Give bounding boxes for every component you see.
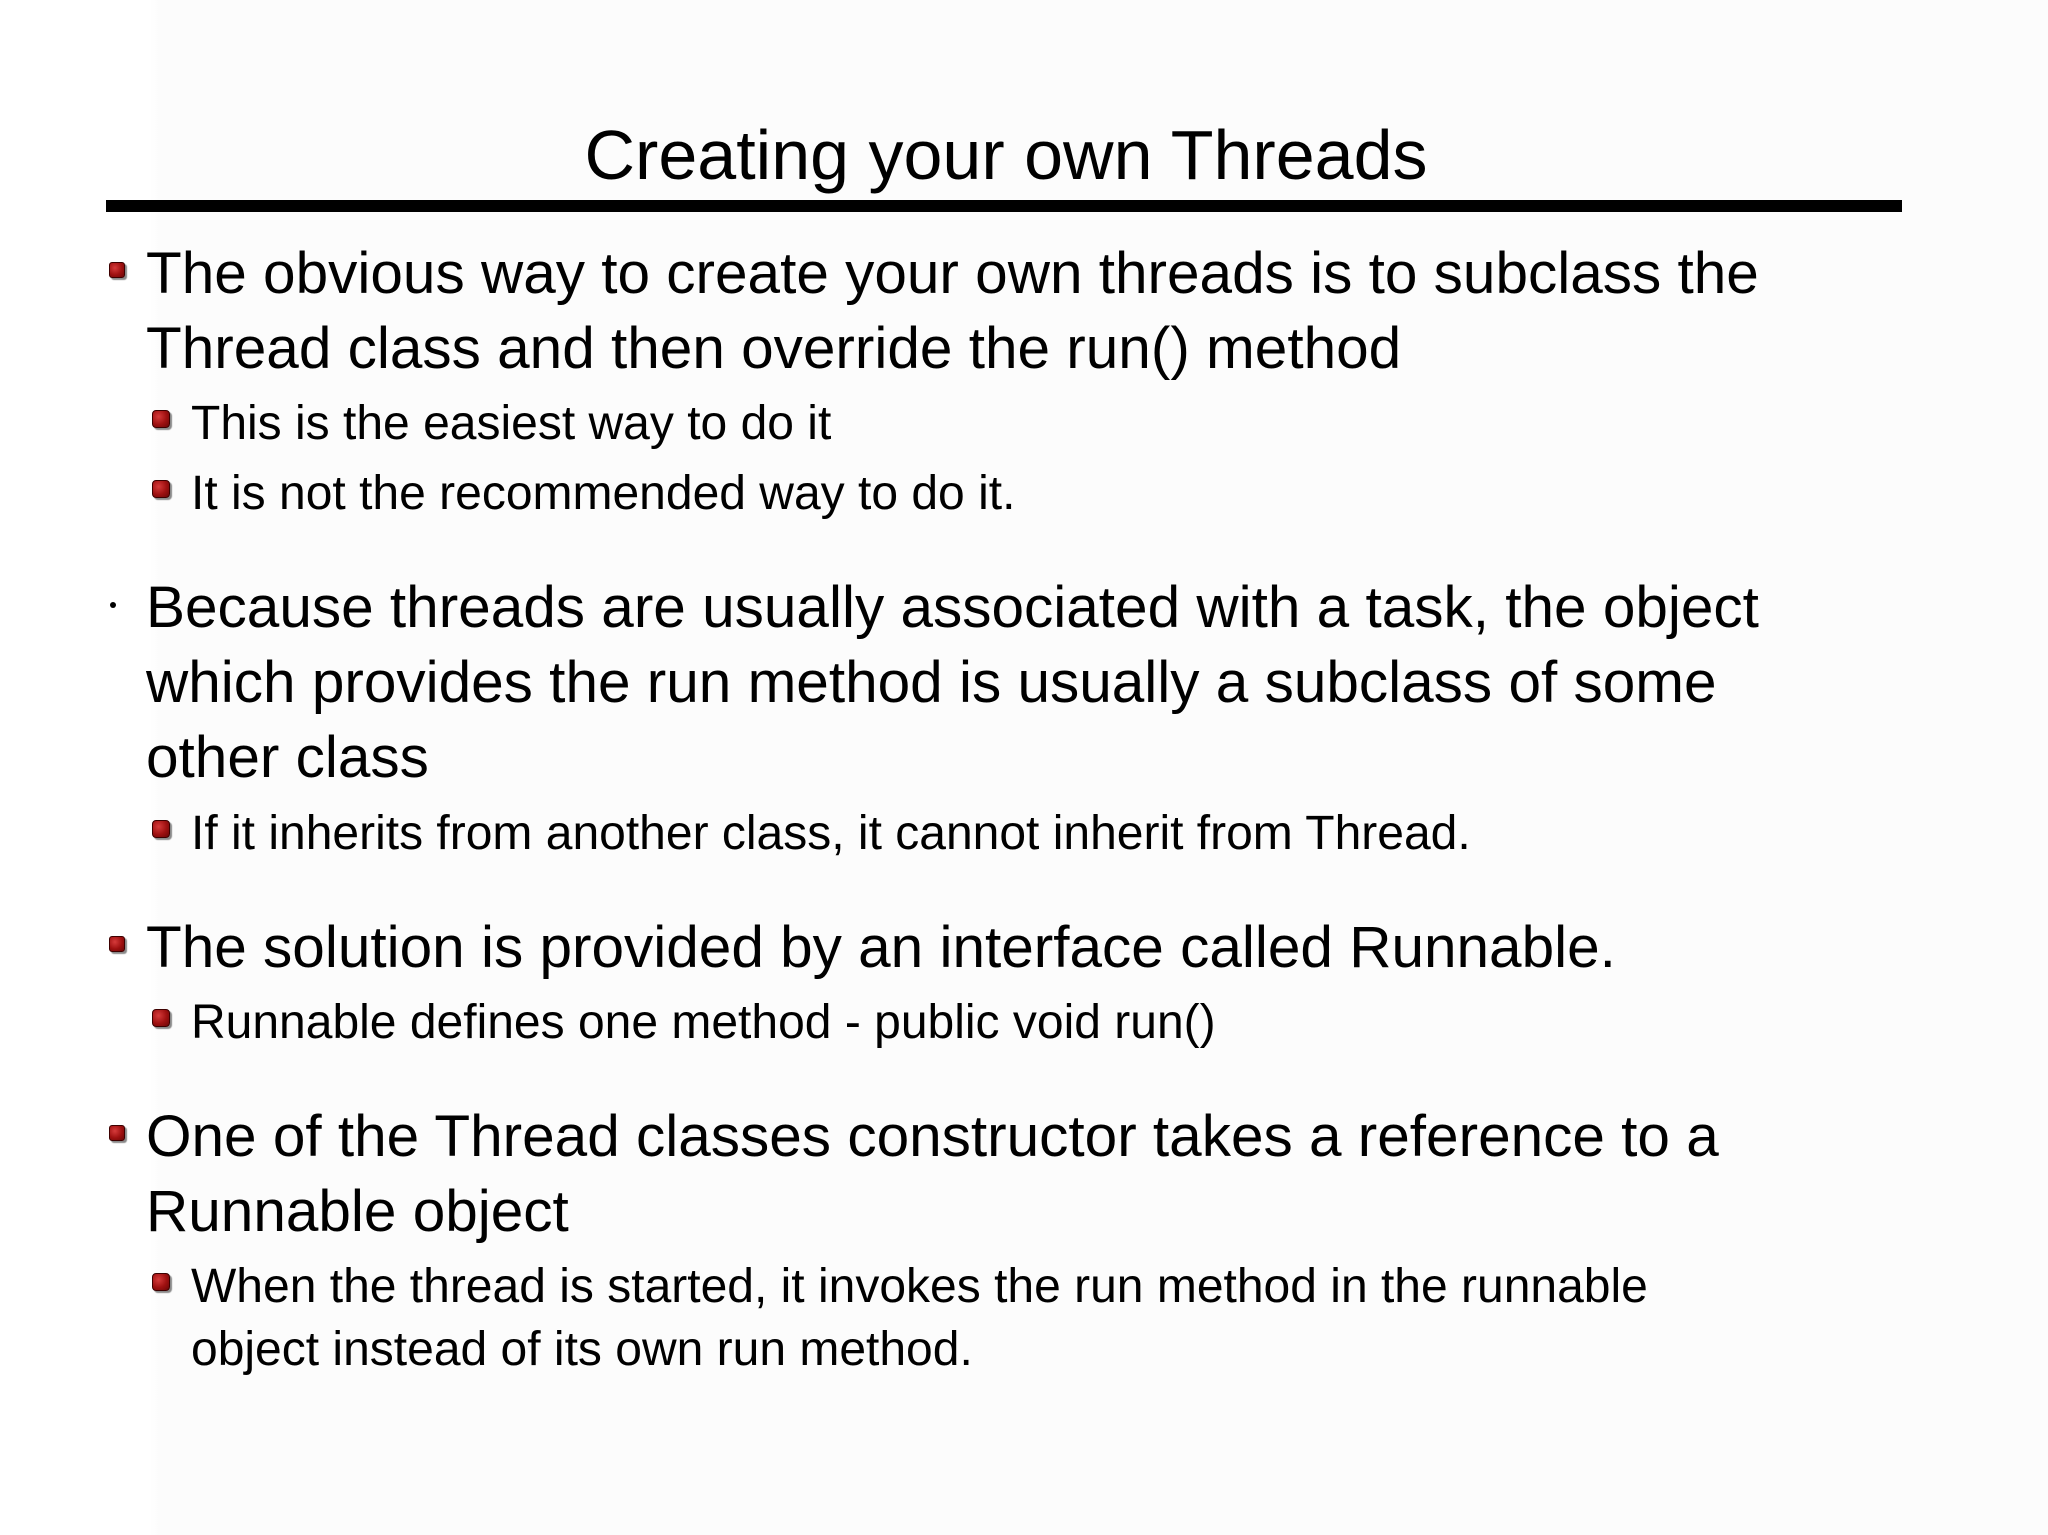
sub-bullet-square-icon <box>152 1009 170 1027</box>
sub-item-2-1 <box>191 802 1471 865</box>
sub-item-4-1-line-2: object instead of its own run method. <box>191 1323 973 1376</box>
bullet-item-4-line-2: Runnable object <box>146 1179 569 1244</box>
sub-bullet-square-icon <box>152 480 170 498</box>
bullet-item-2-line-1: Because threads are usually associated with a task, the object <box>146 575 1759 640</box>
sub-item-1-1-line-1: This is the easiest way to do it <box>191 397 832 450</box>
bullet-item-2 <box>146 570 1759 795</box>
sub-item-1-1 <box>191 392 831 455</box>
sub-item-2-1-line-1: If it inherits from another class, it cannot inherit from Thread. <box>191 807 1471 860</box>
sub-item-4-1 <box>191 1255 1648 1381</box>
sub-bullet-square-icon <box>152 1273 170 1291</box>
bullet-item-1 <box>146 236 1759 386</box>
bullet-item-3-line-1: The solution is provided by an interface called Runnable. <box>146 915 1616 980</box>
bullet-dot-icon <box>110 602 116 608</box>
bullet-item-2-line-2: which provides the run method is usually a subclass of some <box>146 650 1717 715</box>
title-underline <box>106 200 1902 212</box>
sub-item-4-1-line-1: When the thread is started, it invokes the run method in the runnable <box>191 1260 1648 1313</box>
bullet-square-icon <box>109 262 125 278</box>
bullet-square-icon <box>109 1125 125 1141</box>
sub-bullet-square-icon <box>152 820 170 838</box>
bullet-item-2-line-3: other class <box>146 725 429 790</box>
bullet-item-4-line-1: One of the Thread classes constructor takes a reference to a <box>146 1104 1719 1169</box>
sub-item-1-2 <box>191 462 1015 525</box>
bullet-item-4 <box>146 1099 1719 1249</box>
sub-item-3-1-line-1: Runnable defines one method - public void run() <box>191 996 1216 1049</box>
sub-item-3-1 <box>191 991 1216 1054</box>
bullet-item-3 <box>146 910 1616 985</box>
sub-bullet-square-icon <box>152 410 170 428</box>
slide-title: Creating your own Threads <box>584 116 1428 194</box>
sub-item-1-2-line-1: It is not the recommended way to do it. <box>191 467 1016 520</box>
bullet-item-1-line-2: Thread class and then override the run() method <box>146 316 1402 381</box>
bullet-item-1-line-1: The obvious way to create your own threads is to subclass the <box>146 241 1759 306</box>
bullet-square-icon <box>109 936 125 952</box>
